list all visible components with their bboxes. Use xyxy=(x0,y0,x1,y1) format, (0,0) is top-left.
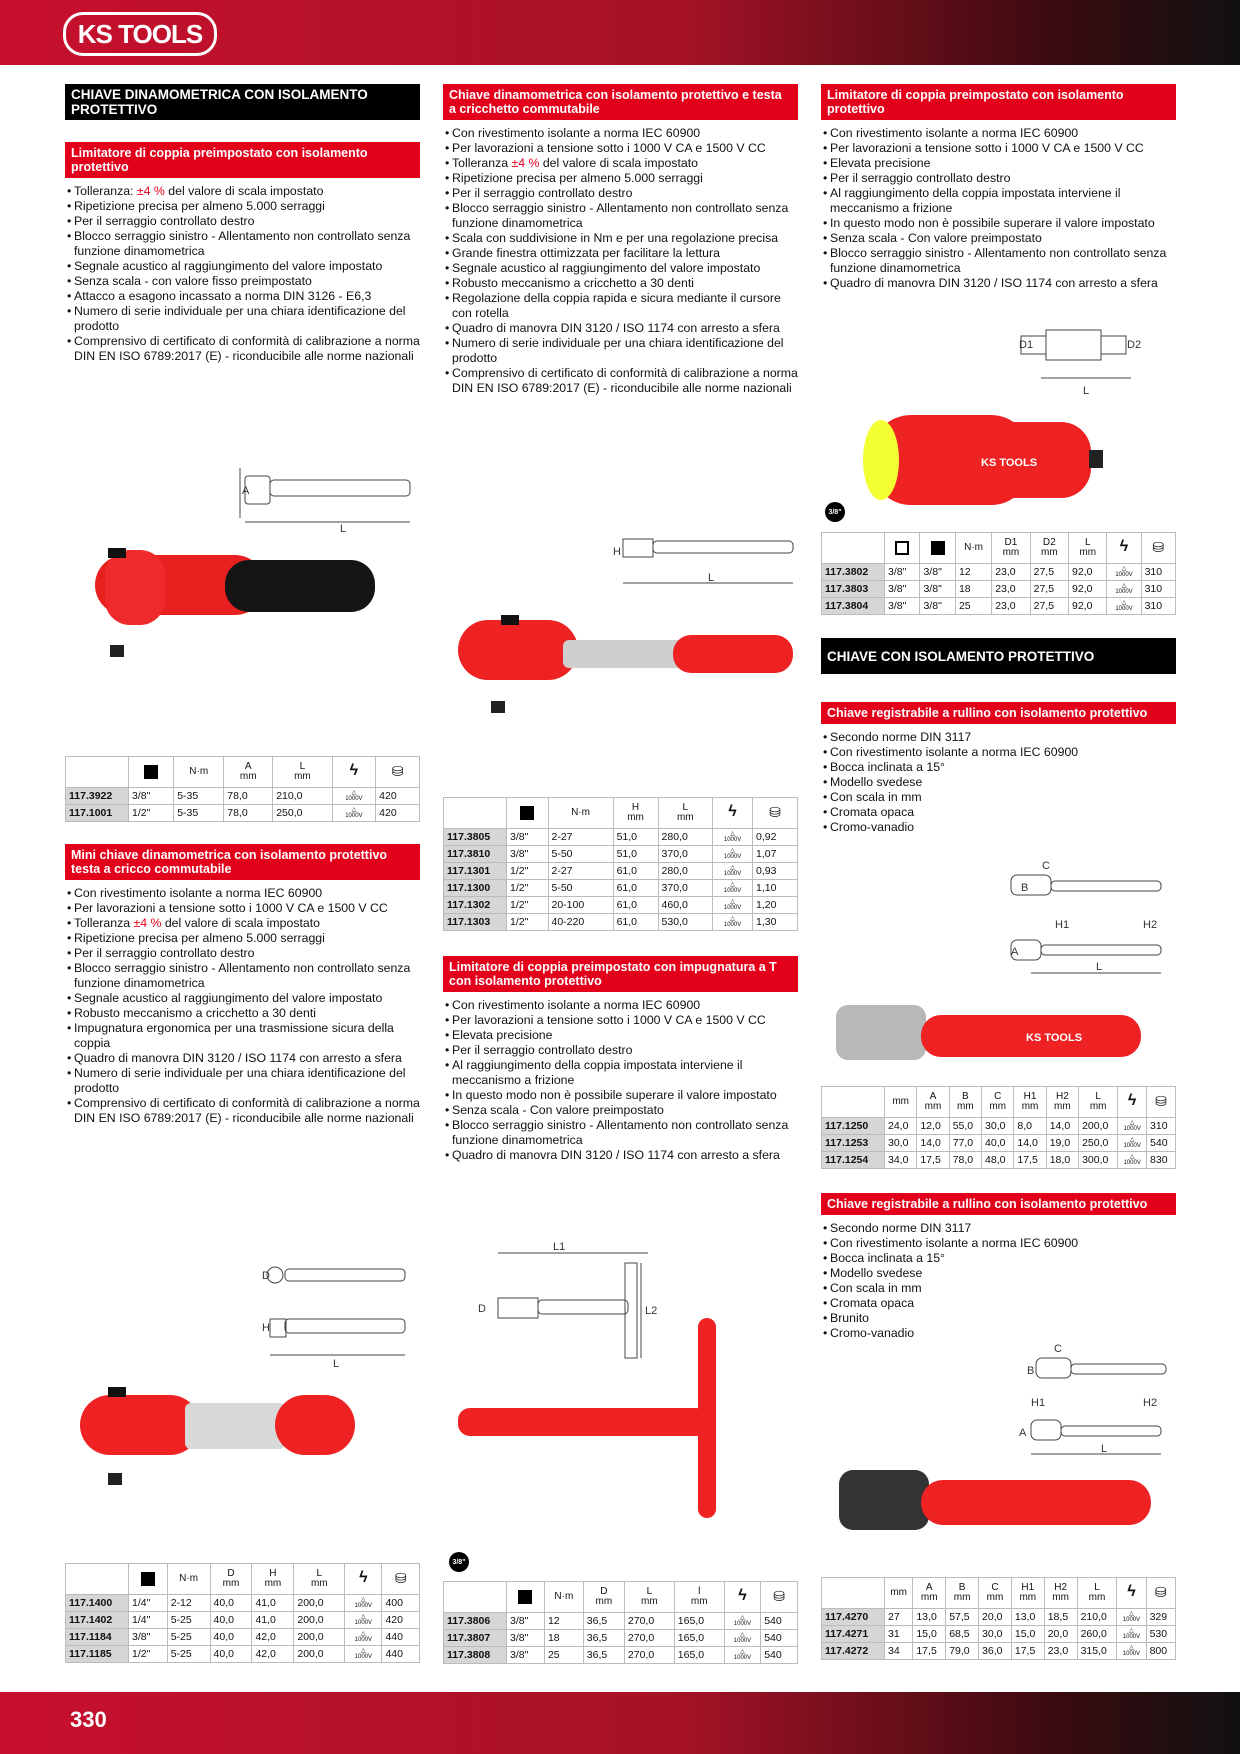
table-row: 117.1253 30,0 14,0 77,0 40,0 14,0 19,0 250,0 △ 1000V 540 xyxy=(822,1135,1176,1152)
feature-item: • Con rivestimento isolante a norma IEC 60900 xyxy=(443,126,798,141)
column-header: B mm xyxy=(946,1578,979,1609)
insulation-1000v-icon: △ 1000V xyxy=(1123,1153,1141,1166)
feature-item: • Ripetizione precisa per almeno 5.000 serraggi xyxy=(65,931,420,946)
product-b-title: Chiave dinamometrica con isolamento protettivo e testa a cricchetto commutabile xyxy=(443,84,798,120)
weight-icon: ⛁ xyxy=(1152,538,1165,555)
table-row: 117.1303 1/2" 40-220 61,0 530,0 △ 1000V 1,30 xyxy=(444,914,798,931)
insulation-1000v-icon: △ 1000V xyxy=(723,864,742,877)
column-header: H mm xyxy=(613,798,658,829)
insulation-1000v-icon: △ 1000V xyxy=(1123,1136,1141,1149)
feature-item: • Blocco serraggio sinistro - Allentamento non controllato senza funzione dinamometrica xyxy=(821,246,1176,276)
dim-label-h: H xyxy=(262,1322,270,1334)
table-header-row xyxy=(66,757,420,788)
product-g-features xyxy=(821,1221,1176,1341)
insulation-1000v-icon: △ 1000V xyxy=(723,915,742,928)
table-row: 117.3808 3/8" 25 36,5 270,0 165,0 △ 1000V 540 xyxy=(444,1647,798,1664)
insulation-1000v-icon: △ 1000V xyxy=(723,830,742,843)
dim-label-l: L xyxy=(333,1358,340,1370)
table-row: 117.4270 27 13,0 57,5 20,0 13,0 18,5 210,0 △ 1000V 329 xyxy=(822,1609,1176,1626)
column-header: D mm xyxy=(210,1564,252,1595)
dim-label-h2: H2 xyxy=(1143,1397,1158,1409)
dim-label-l: L xyxy=(1101,1443,1108,1455)
feature-item: • Segnale acustico al raggiungimento del valore impostato xyxy=(65,259,420,274)
section-title-torque: CHIAVE DINAMOMETRICA CON ISOLAMENTO PROTETTIVO xyxy=(65,84,420,120)
feature-item: • Blocco serraggio sinistro - Allentamento non controllato senza funzione dinamometrica xyxy=(65,229,420,259)
table-row: 117.3806 3/8" 12 36,5 270,0 165,0 △ 1000V 540 xyxy=(444,1613,798,1630)
table-row: 117.3810 3/8" 5-50 51,0 370,0 △ 1000V 1,07 xyxy=(444,846,798,863)
feature-item: • Secondo norme DIN 3117 xyxy=(821,730,1176,745)
feature-item: • Segnale acustico al raggiungimento del valore impostato xyxy=(65,991,420,1006)
feature-item: • Con rivestimento isolante a norma IEC 60900 xyxy=(65,886,420,901)
size-badge: 3/8" xyxy=(449,1552,469,1572)
table-row: 117.3807 3/8" 18 36,5 270,0 165,0 △ 1000V 540 xyxy=(444,1630,798,1647)
square-outline-icon xyxy=(895,541,909,555)
column-header: D mm xyxy=(583,1582,624,1613)
table-row: 117.3805 3/8" 2-27 51,0 280,0 △ 1000V 0,92 xyxy=(444,829,798,846)
dim-label-b: B xyxy=(1021,882,1029,894)
feature-item: • Con rivestimento isolante a norma IEC 60900 xyxy=(821,745,1176,760)
insulation-1000v-icon: △ 1000V xyxy=(733,1648,752,1661)
table-row: 117.1184 3/8" 5-25 40,0 42,0 200,0 △ 1000V 440 xyxy=(66,1629,420,1646)
feature-item: • Cromo-vanadio xyxy=(821,1326,1176,1341)
square-drive-icon xyxy=(141,1572,155,1586)
product-c-image xyxy=(831,320,1171,510)
size-badge: 3/8" xyxy=(825,502,845,522)
feature-item: • Quadro di manovra DIN 3120 / ISO 1174 con arresto a sfera xyxy=(65,1051,420,1066)
table-header-row xyxy=(822,1578,1176,1609)
feature-item: • Quadro di manovra DIN 3120 / ISO 1174 con arresto a sfera xyxy=(821,276,1176,291)
product-c xyxy=(821,84,1176,291)
feature-item: • Con rivestimento isolante a norma IEC 60900 xyxy=(821,126,1176,141)
table-row: 117.1300 1/2" 5-50 61,0 370,0 △ 1000V 1,10 xyxy=(444,880,798,897)
column-header: C mm xyxy=(979,1578,1012,1609)
feature-item: • Con rivestimento isolante a norma IEC 60900 xyxy=(443,998,798,1013)
product-b-table xyxy=(443,797,798,931)
product-f-features xyxy=(443,998,798,1163)
product-a xyxy=(65,142,420,364)
column-header: D2 mm xyxy=(1030,533,1068,564)
product-g-image xyxy=(831,1340,1171,1555)
table-row: 117.3802 3/8" 3/8" 12 23,0 27,5 92,0 △ 1000V 310 xyxy=(822,564,1176,581)
column-header: L mm xyxy=(624,1582,674,1613)
feature-item: • Al raggiungimento della coppia impostata interviene il meccanismo a frizione xyxy=(443,1058,798,1088)
voltage-icon: ϟ xyxy=(359,1569,368,1586)
insulation-1000v-icon: △ 1000V xyxy=(1122,1644,1141,1657)
column-header: L mm xyxy=(273,757,332,788)
insulation-1000v-icon: △ 1000V xyxy=(1115,599,1133,612)
feature-item: • Cromo-vanadio xyxy=(821,820,1176,835)
insulation-1000v-icon: △ 1000V xyxy=(354,1647,372,1660)
column-header: L mm xyxy=(294,1564,345,1595)
feature-item: • In questo modo non è possibile superare il valore impostato xyxy=(821,216,1176,231)
feature-item: • Per il serraggio controllato destro xyxy=(65,214,420,229)
page-number: 330 xyxy=(70,1707,107,1732)
table-row: 117.4272 34 17,5 79,0 36,0 17,5 23,0 315,0 △ 1000V 800 xyxy=(822,1643,1176,1660)
dim-label-l1: L1 xyxy=(553,1241,566,1253)
column-header: L mm xyxy=(1069,533,1107,564)
dim-label-c: C xyxy=(1054,1343,1062,1355)
product-f-title: Limitatore di coppia preimpostato con impugnatura a T con isolamento protettivo xyxy=(443,956,798,992)
product-a-title: Limitatore di coppia preimpostato con isolamento protettivo xyxy=(65,142,420,178)
weight-icon: ⛁ xyxy=(1155,1092,1167,1109)
dim-label-d2: D2 xyxy=(1127,339,1142,351)
column-header: H1 mm xyxy=(1011,1578,1044,1609)
feature-item: • Secondo norme DIN 3117 xyxy=(821,1221,1176,1236)
feature-item: • Robusto meccanismo a cricchetto a 30 denti xyxy=(443,276,798,291)
insulation-1000v-icon: △ 1000V xyxy=(1122,1627,1141,1640)
feature-item: • Senza scala - con valore fisso preimpostato xyxy=(65,274,420,289)
dim-label-h: H xyxy=(613,546,621,558)
dim-label-l: L xyxy=(340,523,347,535)
feature-item: • Con scala in mm xyxy=(821,790,1176,805)
insulation-1000v-icon: △ 1000V xyxy=(733,1631,752,1644)
dim-label-b: B xyxy=(1027,1365,1035,1377)
feature-item: • Segnale acustico al raggiungimento del valore impostato xyxy=(443,261,798,276)
product-a-drawing xyxy=(240,468,410,522)
insulation-1000v-icon: △ 1000V xyxy=(733,1614,752,1627)
insulation-1000v-icon: △ 1000V xyxy=(723,847,742,860)
square-drive-icon xyxy=(520,806,534,820)
square-drive-icon xyxy=(518,1590,532,1604)
dim-label-a: A xyxy=(242,485,250,497)
feature-item: • Bocca inclinata a 15° xyxy=(821,1251,1176,1266)
column-header: D1 mm xyxy=(992,533,1030,564)
dim-label-c: C xyxy=(1042,860,1050,872)
product-e xyxy=(65,844,420,1126)
brand-logo: KS TOOLS xyxy=(63,12,217,56)
feature-item: • Per il serraggio controllato destro xyxy=(821,171,1176,186)
product-e-features xyxy=(65,886,420,1126)
product-c-logo: KS TOOLS xyxy=(981,457,1038,469)
dim-label-l: L xyxy=(708,572,715,584)
table-row: 117.1001 1/2" 5-35 78,0 250,0 △ 1000V 420 xyxy=(66,805,420,822)
dim-label-h1: H1 xyxy=(1031,1397,1046,1409)
feature-item: • Senza scala - Con valore preimpostato xyxy=(443,1103,798,1118)
product-g xyxy=(821,1193,1176,1341)
insulation-1000v-icon: △ 1000V xyxy=(1115,582,1133,595)
feature-item: • Ripetizione precisa per almeno 5.000 serraggi xyxy=(443,171,798,186)
column-header: mm xyxy=(885,1578,913,1609)
feature-item: • Quadro di manovra DIN 3120 / ISO 1174 con arresto a sfera xyxy=(443,321,798,336)
feature-item: • Grande finestra ottimizzata per facilitare la lettura xyxy=(443,246,798,261)
feature-item: • Al raggiungimento della coppia impostata interviene il meccanismo a frizione xyxy=(821,186,1176,216)
tolerance-highlight: ±4 % xyxy=(136,184,165,198)
product-f xyxy=(443,956,798,1163)
feature-item: • Comprensivo di certificato di conformità di calibrazione a norma DIN EN ISO 6789:2017 (E) - riconducibile alle norme nazionali xyxy=(65,1096,420,1126)
table-row: 117.1402 1/4" 5-25 40,0 41,0 200,0 △ 1000V 420 xyxy=(66,1612,420,1629)
product-a-black-grip xyxy=(225,560,375,612)
feature-item: • Modello svedese xyxy=(821,1266,1176,1281)
feature-item: • Quadro di manovra DIN 3120 / ISO 1174 con arresto a sfera xyxy=(443,1148,798,1163)
weight-icon: ⛁ xyxy=(394,1569,407,1586)
column-header: L mm xyxy=(1077,1578,1117,1609)
feature-item: • Per lavorazioni a tensione sotto i 1000 V CA e 1500 V CC xyxy=(821,141,1176,156)
column-header: C mm xyxy=(982,1087,1014,1118)
feature-item: • In questo modo non è possibile superare il valore impostato xyxy=(443,1088,798,1103)
feature-item: • Attacco a esagono incassato a norma DIN 3126 - E6,3 xyxy=(65,289,420,304)
feature-item: • Con rivestimento isolante a norma IEC 60900 xyxy=(821,1236,1176,1251)
table-row: 117.3922 3/8" 5-35 78,0 210,0 △ 1000V 420 xyxy=(66,788,420,805)
feature-item: • Per il serraggio controllato destro xyxy=(443,1043,798,1058)
insulation-1000v-icon: △ 1000V xyxy=(354,1630,372,1643)
voltage-icon: ϟ xyxy=(728,803,737,820)
feature-item: • Numero di serie individuale per una chiara identificazione del prodotto xyxy=(65,304,420,334)
feature-item: • Cromata opaca xyxy=(821,805,1176,820)
feature-item: • Scala con suddivisione in Nm e per una regolazione precisa xyxy=(443,231,798,246)
dim-label-l: L xyxy=(1083,385,1090,397)
feature-item: • Per lavorazioni a tensione sotto i 1000 V CA e 1500 V CC xyxy=(443,1013,798,1028)
voltage-icon: ϟ xyxy=(1127,1092,1137,1109)
table-header-row xyxy=(444,798,798,829)
product-c-table xyxy=(821,532,1176,615)
feature-item: • Tolleranza ±4 % del valore di scala impostato xyxy=(443,156,798,171)
insulation-1000v-icon: △ 1000V xyxy=(1123,1119,1141,1132)
product-f-table xyxy=(443,1581,798,1664)
feature-item: • Numero di serie individuale per una chiara identificazione del prodotto xyxy=(65,1066,420,1096)
feature-item: • Per il serraggio controllato destro xyxy=(443,186,798,201)
feature-item: • Comprensivo di certificato di conformità di calibrazione a norma DIN EN ISO 6789:2017 (E) - riconducibile alle norme nazionali xyxy=(443,366,798,396)
column-header: H2 mm xyxy=(1044,1578,1077,1609)
product-e-title: Mini chiave dinamometrica con isolamento protettivo testa a cricco commutabile xyxy=(65,844,420,880)
weight-icon: ⛁ xyxy=(1154,1583,1167,1600)
dim-label-d1: D1 xyxy=(1019,339,1034,351)
feature-item: • Per lavorazioni a tensione sotto i 1000 V CA e 1500 V CC xyxy=(443,141,798,156)
product-b-features xyxy=(443,126,798,396)
footer-bar xyxy=(0,1692,1240,1754)
column-header: H2 mm xyxy=(1046,1087,1078,1118)
feature-item: • Robusto meccanismo a cricchetto a 30 denti xyxy=(65,1006,420,1021)
weight-icon: ⛁ xyxy=(391,762,404,779)
product-a-image xyxy=(75,460,430,675)
dim-label-l: L xyxy=(1096,961,1103,973)
insulation-1000v-icon: △ 1000V xyxy=(1122,1610,1141,1623)
column-header: A mm xyxy=(224,757,273,788)
square-drive-icon xyxy=(931,541,945,555)
feature-item: • Comprensivo di certificato di conformità di calibrazione a norma DIN EN ISO 6789:2017 (E) - riconducibile alle norme nazionali xyxy=(65,334,420,364)
column-header: mm xyxy=(885,1087,917,1118)
column-header: A mm xyxy=(917,1087,949,1118)
product-e-image xyxy=(75,1255,430,1495)
feature-item: • Bocca inclinata a 15° xyxy=(821,760,1176,775)
feature-item: • Cromata opaca xyxy=(821,1296,1176,1311)
feature-item: • Impugnatura ergonomica per una trasmissione sicura della coppia xyxy=(65,1021,420,1051)
table-row: 117.1301 1/2" 2-27 61,0 280,0 △ 1000V 0,93 xyxy=(444,863,798,880)
feature-item: • Senza scala - Con valore preimpostato xyxy=(821,231,1176,246)
product-b-image xyxy=(453,525,808,720)
product-a-features xyxy=(65,184,420,364)
dim-label-a: A xyxy=(1019,1427,1027,1439)
tolerance-highlight: ±4 % xyxy=(133,916,162,930)
column-header: N·m xyxy=(174,757,224,788)
table-row: 117.1302 1/2" 20-100 61,0 460,0 △ 1000V 1,20 xyxy=(444,897,798,914)
dim-label-l2: L2 xyxy=(645,1305,658,1317)
insulation-1000v-icon: △ 1000V xyxy=(1115,565,1133,578)
insulation-1000v-icon: △ 1000V xyxy=(354,1613,372,1626)
table-row: 117.4271 31 15,0 68,5 30,0 15,0 20,0 260,0 △ 1000V 530 xyxy=(822,1626,1176,1643)
feature-item: • Tolleranza: ±4 % del valore di scala impostato xyxy=(65,184,420,199)
table-header-row xyxy=(822,533,1176,564)
column-left xyxy=(65,84,420,120)
dim-label-d: D xyxy=(478,1303,486,1315)
feature-item: • Per lavorazioni a tensione sotto i 1000 V CA e 1500 V CC xyxy=(65,901,420,916)
insulation-1000v-icon: △ 1000V xyxy=(345,806,363,819)
product-c-title: Limitatore di coppia preimpostato con isolamento protettivo xyxy=(821,84,1176,120)
feature-item: • Elevata precisione xyxy=(443,1028,798,1043)
feature-item: • Brunito xyxy=(821,1311,1176,1326)
feature-item: • Tolleranza ±4 % del valore di scala impostato xyxy=(65,916,420,931)
product-d xyxy=(821,702,1176,835)
product-g-title: Chiave registrabile a rullino con isolamento protettivo xyxy=(821,1193,1176,1215)
product-f-image xyxy=(453,1238,808,1538)
table-row: 117.1250 24,0 12,0 55,0 30,0 8,0 14,0 200,0 △ 1000V 310 xyxy=(822,1118,1176,1135)
product-d-image xyxy=(831,855,1171,1075)
product-d-features xyxy=(821,730,1176,835)
tolerance-highlight: ±4 % xyxy=(511,156,540,170)
column-header: A mm xyxy=(913,1578,946,1609)
insulation-1000v-icon: △ 1000V xyxy=(723,881,742,894)
table-header-row xyxy=(66,1564,420,1595)
feature-item: • Blocco serraggio sinistro - Allentamento non controllato senza funzione dinamometrica xyxy=(443,1118,798,1148)
column-header: N·m xyxy=(955,533,991,564)
product-a-table xyxy=(65,756,420,822)
column-header: N·m xyxy=(548,798,613,829)
feature-item: • Con scala in mm xyxy=(821,1281,1176,1296)
column-header: l mm xyxy=(674,1582,724,1613)
column-header: H mm xyxy=(252,1564,294,1595)
dim-label-d: D xyxy=(262,1270,270,1282)
voltage-icon: ϟ xyxy=(1127,1583,1136,1600)
column-right-section xyxy=(821,638,1176,674)
table-header-row xyxy=(444,1582,798,1613)
feature-item: • Regolazione della coppia rapida e sicura mediante il cursore con rotella xyxy=(443,291,798,321)
feature-item: • Elevata precisione xyxy=(821,156,1176,171)
dim-label-a: A xyxy=(1011,946,1019,958)
insulation-1000v-icon: △ 1000V xyxy=(354,1596,372,1609)
section-title-insulated: CHIAVE CON ISOLAMENTO PROTETTIVO xyxy=(821,638,1176,674)
weight-icon: ⛁ xyxy=(773,1587,785,1604)
insulation-1000v-icon: △ 1000V xyxy=(723,898,742,911)
table-row: 117.3804 3/8" 3/8" 25 23,0 27,5 92,0 △ 1000V 310 xyxy=(822,598,1176,615)
column-header: B mm xyxy=(949,1087,981,1118)
voltage-icon: ϟ xyxy=(738,1587,747,1604)
column-header: N·m xyxy=(167,1564,210,1595)
feature-item: • Ripetizione precisa per almeno 5.000 serraggi xyxy=(65,199,420,214)
square-drive-icon xyxy=(144,765,158,779)
column-header: H1 mm xyxy=(1014,1087,1046,1118)
feature-item: • Modello svedese xyxy=(821,775,1176,790)
dim-label-h2: H2 xyxy=(1143,919,1158,931)
feature-item: • Blocco serraggio sinistro - Allentamento non controllato senza funzione dinamometrica xyxy=(65,961,420,991)
column-header: N·m xyxy=(544,1582,583,1613)
insulation-1000v-icon: △ 1000V xyxy=(345,789,363,802)
product-g-table xyxy=(821,1577,1176,1660)
feature-item: • Blocco serraggio sinistro - Allentamento non controllato senza funzione dinamometrica xyxy=(443,201,798,231)
table-header-row xyxy=(822,1087,1176,1118)
feature-item: • Numero di serie individuale per una chiara identificazione del prodotto xyxy=(443,336,798,366)
column-header: L mm xyxy=(1079,1087,1118,1118)
table-row: 117.1400 1/4" 2-12 40,0 41,0 200,0 △ 1000V 400 xyxy=(66,1595,420,1612)
product-b xyxy=(443,84,798,396)
dim-label-h1: H1 xyxy=(1055,919,1070,931)
voltage-icon: ϟ xyxy=(349,762,359,779)
table-row: 117.1254 34,0 17,5 78,0 48,0 17,5 18,0 300,0 △ 1000V 830 xyxy=(822,1152,1176,1169)
weight-icon: ⛁ xyxy=(769,803,781,820)
product-e-table xyxy=(65,1563,420,1663)
table-row: 117.1185 1/2" 5-25 40,0 42,0 200,0 △ 1000V 440 xyxy=(66,1646,420,1663)
feature-item: • Per il serraggio controllato destro xyxy=(65,946,420,961)
voltage-icon: ϟ xyxy=(1119,538,1129,555)
product-d-title: Chiave registrabile a rullino con isolamento protettivo xyxy=(821,702,1176,724)
product-d-table xyxy=(821,1086,1176,1169)
product-c-features xyxy=(821,126,1176,291)
column-header: L mm xyxy=(658,798,713,829)
product-d-logo: KS TOOLS xyxy=(1026,1032,1083,1044)
table-row: 117.3803 3/8" 3/8" 18 23,0 27,5 92,0 △ 1000V 310 xyxy=(822,581,1176,598)
